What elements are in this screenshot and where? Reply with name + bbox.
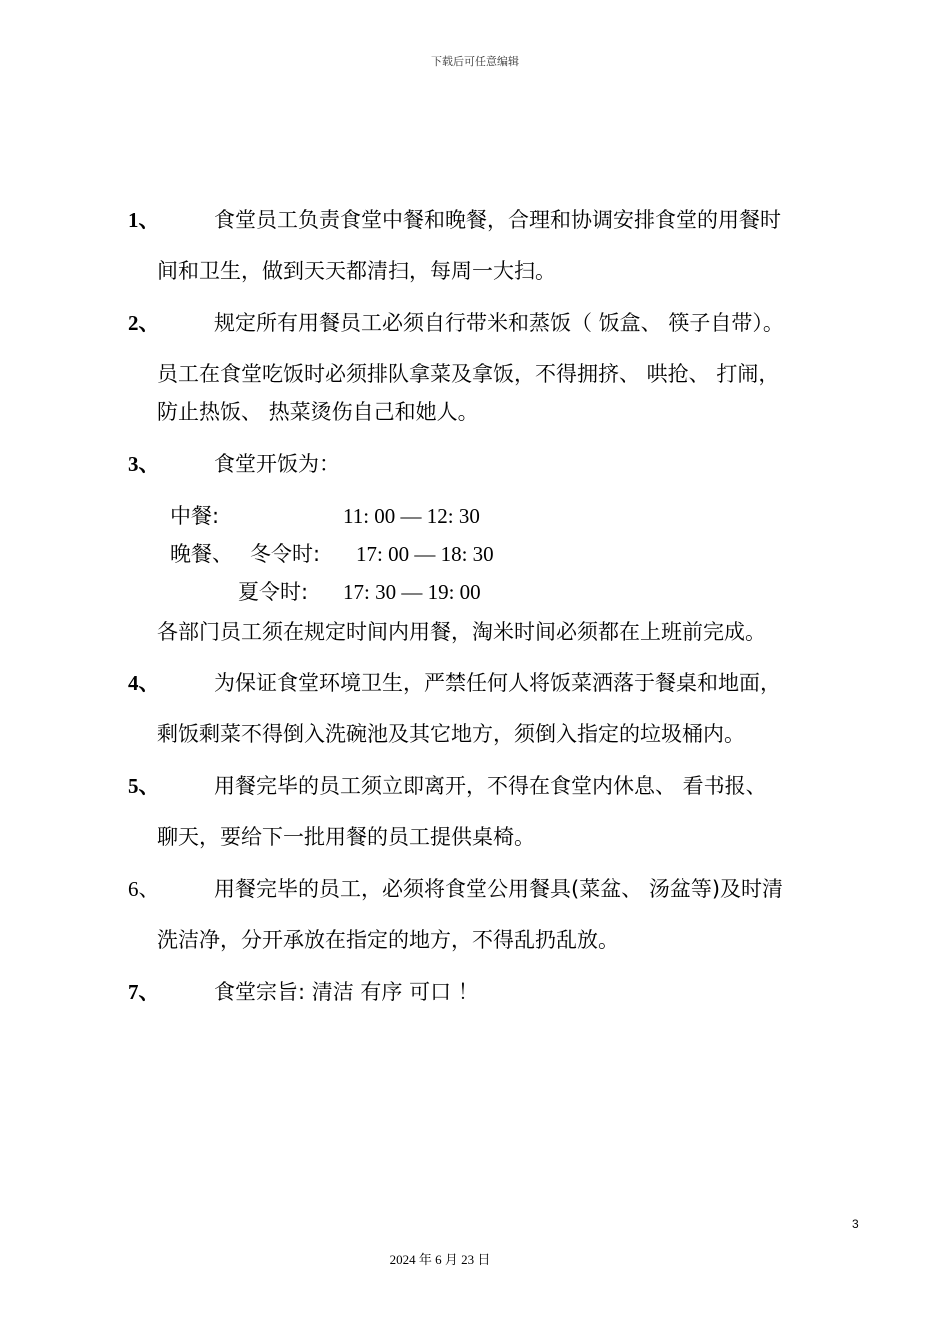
item-text-line: 用餐完毕的员工须立即离开，不得在食堂内休息、 看书报、 (214, 774, 767, 798)
item-number: 2、 (128, 311, 160, 335)
item-number: 5、 (128, 774, 160, 798)
footer-date: 2024 年 6 月 23 日 (389, 1252, 491, 1267)
summer-label: 夏令时: (238, 580, 309, 604)
item-text-line: 食堂宗旨: 清洁 有序 可口 ！ (214, 980, 479, 1004)
lunch-label: 中餐: (170, 504, 220, 528)
item-number: 7、 (128, 980, 160, 1004)
item-text-line: 聊天，要给下一批用餐的员工提供桌椅。 (157, 825, 535, 849)
item-text-line: 规定所有用餐员工必须自行带米和蒸饭（ 饭盒、 筷子自带）。 (214, 311, 784, 335)
dinner-label: 晚餐、 (170, 542, 233, 566)
item-text-line: 防止热饭、 热菜烫伤自己和她人。 (157, 400, 479, 424)
winter-time: 17: 00 — 18: 30 (356, 542, 494, 566)
item-text-line: 食堂开饭为： (214, 452, 340, 476)
item-text-line: 间和卫生，做到天天都清扫，每周一大扫。 (157, 259, 556, 283)
lunch-time: 11: 00 — 12: 30 (343, 504, 480, 528)
item-text-line: 剩饭剩菜不得倒入洗碗池及其它地方，须倒入指定的垃圾桶内。 (157, 722, 745, 746)
item-number: 3、 (128, 452, 160, 476)
item-text-line: 用餐完毕的员工，必须将食堂公用餐具(菜盆、 汤盆等)及时清 (214, 877, 784, 901)
winter-label: 冬令时: (250, 542, 321, 566)
item-text-line: 为保证食堂环境卫生，严禁任何人将饭菜洒落于餐桌和地面， (214, 671, 781, 695)
summer-time: 17: 30 — 19: 00 (343, 580, 481, 604)
page-number: 3 (852, 1217, 859, 1231)
item-text-line: 员工在食堂吃饭时必须排队拿菜及拿饭，不得拥挤、 哄抢、 打闹， (157, 362, 780, 386)
item-number: 6、 (128, 877, 160, 901)
item-text-line: 各部门员工须在规定时间内用餐，淘米时间必须都在上班前完成。 (157, 620, 766, 644)
item-text-line: 食堂员工负责食堂中餐和晚餐，合理和协调安排食堂的用餐时 (214, 208, 781, 232)
header-note: 下载后可任意编辑 (431, 55, 519, 68)
item-number: 4、 (128, 671, 160, 695)
item-text-line: 洗洁净，分开承放在指定的地方，不得乱扔乱放。 (157, 928, 619, 952)
item-number: 1、 (128, 208, 160, 232)
